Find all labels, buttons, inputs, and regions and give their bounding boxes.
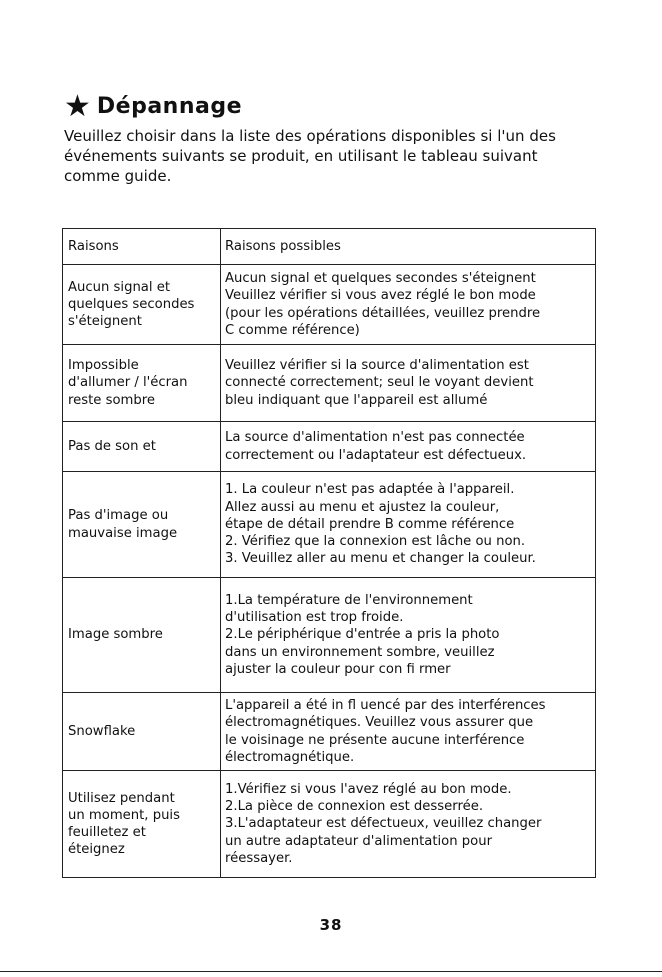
star-icon: ★: [64, 89, 91, 124]
table-row: [63, 345, 596, 422]
row-reason: Impossible d'allumer / l'écran reste sombre: [63, 345, 221, 422]
section-title: Dépannage: [96, 94, 243, 119]
intro-paragraph: Veuillez choisir dans la liste des opérations disponibles si l'un des événements suivants se produit, en utilisant le tableau suivant comme guide.: [64, 127, 556, 185]
header-possible-reasons: Raisons possibles: [221, 229, 596, 265]
row-cause: La source d'alimentation n'est pas connectée correctement ou l'adaptateur est défectueux.: [221, 422, 596, 472]
row-reason: Aucun signal et quelques secondes s'éteignent: [63, 265, 221, 345]
row-cause: Aucun signal et quelques secondes s'éteignent Veuillez vérifier si vous avez réglé le bon mode (pour les opérations détaillées, veuillez prendre C comme référence): [221, 265, 596, 345]
table-row: [63, 578, 596, 693]
table-row: [63, 265, 596, 345]
bottom-divider: [0, 971, 662, 972]
row-cause: L'appareil a été in fl uencé par des interférences électromagnétiques. Veuillez vous assurer que le voisinage ne présente aucune interférence électromagnétique.: [221, 693, 596, 771]
table-row: [63, 422, 596, 472]
header-reasons: Raisons: [63, 229, 221, 265]
row-cause: 1.La température de l'environnement d'utilisation est trop froide. 2.Le périphérique d'entrée a pris la photo dans un environnement sombre, veuillez ajuster la couleur pour con fi rmer: [221, 578, 596, 693]
section-heading: [64, 90, 242, 124]
table-row: [63, 472, 596, 578]
row-reason: Snowflake: [63, 693, 221, 771]
row-reason: Image sombre: [63, 578, 221, 693]
table-header-row: [63, 229, 596, 265]
row-reason: Pas d'image ou mauvaise image: [63, 472, 221, 578]
row-reason: Pas de son et: [63, 422, 221, 472]
table-row: [63, 693, 596, 771]
row-cause: 1.Vérifiez si vous l'avez réglé au bon mode. 2.La pièce de connexion est desserrée. 3.L'adaptateur est défectueux, veuillez changer un autre adaptateur d'alimentation pour réessayer.: [221, 771, 596, 878]
row-cause: Veuillez vérifier si la source d'alimentation est connecté correctement; seul le voyant devient bleu indiquant que l'appareil est allumé: [221, 345, 596, 422]
troubleshooting-table: [62, 228, 596, 878]
row-reason: Utilisez pendant un moment, puis feuilletez et éteignez: [63, 771, 221, 878]
page-number: 38: [319, 916, 343, 934]
row-cause: 1. La couleur n'est pas adaptée à l'appareil. Allez aussi au menu et ajustez la couleur, étape de détail prendre B comme référence 2. Vérifiez que la connexion est lâche ou non. 3. Veuillez aller au menu et changer la couleur.: [221, 472, 596, 578]
table-row: [63, 771, 596, 878]
